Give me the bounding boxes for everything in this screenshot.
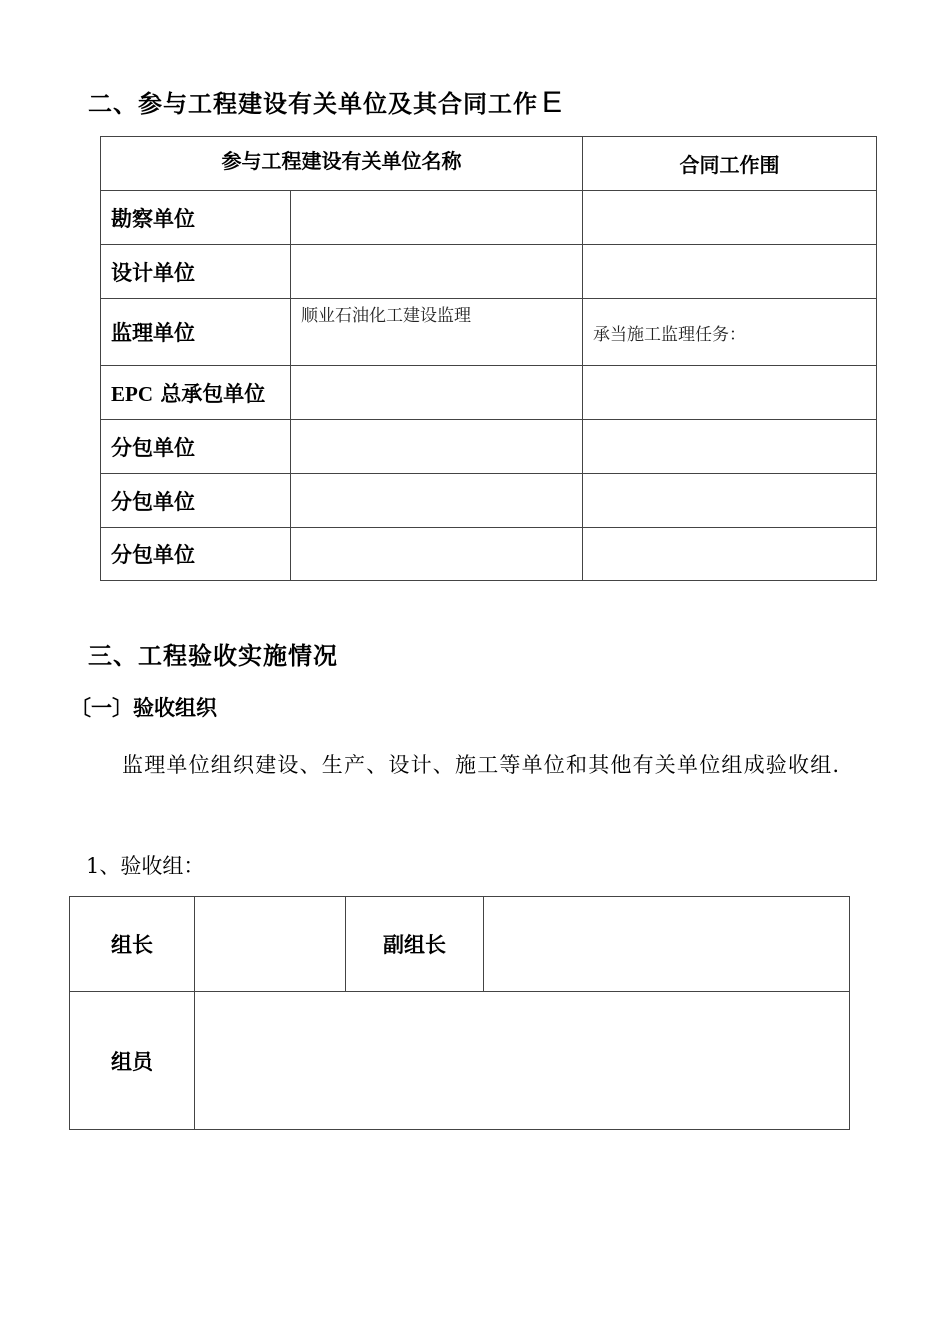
table-row <box>101 366 877 420</box>
row-unit-name[interactable] <box>291 528 583 581</box>
row-label-latin: EPC <box>111 381 153 406</box>
table-row <box>101 191 877 245</box>
leader-label: 组长 <box>70 897 195 992</box>
section-title-text: 二、参与工程建设有关单位及其合同工作 <box>88 90 538 118</box>
members-label: 组员 <box>70 992 195 1130</box>
row-label <box>101 366 291 420</box>
table-header-row <box>101 137 877 191</box>
row-unit-name[interactable]: 顺业石油化工建设监理 <box>291 299 583 366</box>
acceptance-group-table <box>69 896 850 1130</box>
header-contract-scope: 合同工作围 <box>583 137 877 191</box>
row-unit-name[interactable] <box>291 474 583 528</box>
members-value[interactable] <box>195 992 850 1130</box>
row-unit-name[interactable] <box>291 420 583 474</box>
row-unit-name[interactable] <box>291 191 583 245</box>
table-row <box>101 474 877 528</box>
row-label: 勘察单位 <box>101 191 291 245</box>
deputy-value[interactable] <box>484 897 850 992</box>
list-item: 1、验收组： <box>86 854 205 878</box>
subsection-title: 〔一〕验收组织 <box>70 696 217 720</box>
section-title <box>88 84 563 120</box>
table-row <box>101 299 877 366</box>
row-label: 设计单位 <box>101 245 291 299</box>
row-scope[interactable] <box>583 528 877 581</box>
row-label: 分包单位 <box>101 528 291 581</box>
leader-row <box>70 897 850 992</box>
body-paragraph: 监理单位组织建设、生产、设计、施工等单位和其他有关单位组成验收组. <box>122 753 841 777</box>
table-row <box>101 528 877 581</box>
leader-value[interactable] <box>195 897 346 992</box>
row-scope[interactable] <box>583 366 877 420</box>
row-scope[interactable] <box>583 420 877 474</box>
header-unit-name: 参与工程建设有关单位名称 <box>101 137 583 191</box>
row-scope[interactable] <box>583 474 877 528</box>
row-unit-name[interactable] <box>291 366 583 420</box>
row-label: 监理单位 <box>101 299 291 366</box>
row-label: 分包单位 <box>101 420 291 474</box>
row-scope[interactable] <box>583 245 877 299</box>
deputy-label: 副组长 <box>346 897 484 992</box>
row-scope[interactable]: 承当施工监理任务： <box>583 299 877 366</box>
table-row <box>101 420 877 474</box>
section3-title: 三、工程验收实施情况 <box>88 642 338 670</box>
members-row <box>70 992 850 1130</box>
table-row <box>101 245 877 299</box>
section-title-suffix: E <box>542 86 564 119</box>
row-unit-name[interactable] <box>291 245 583 299</box>
units-table <box>100 136 877 581</box>
row-label-text: 总承包单位 <box>160 381 266 406</box>
row-label: 分包单位 <box>101 474 291 528</box>
row-scope[interactable] <box>583 191 877 245</box>
